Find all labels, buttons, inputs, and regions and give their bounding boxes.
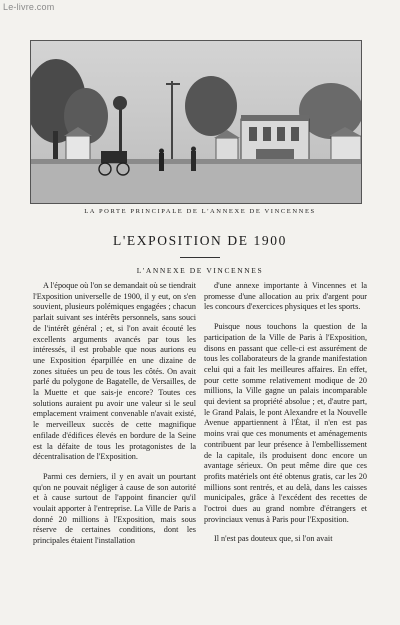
paragraph: Parmi ces derniers, il y en avait un pourtant qu'on ne pouvait négliger à cause de son autorité et à cause surtout de l'appoint financier qu'il voulait apporter à l'entreprise. La Ville de Paris a donné 20 millions à l'Exposition, mais sous réserve de certaines conditions, dont les principales étaient l'installation xyxy=(33,471,196,546)
paragraph: d'une annexe importante à Vincennes et la promesse d'une allocation au prix d'argent pour les concours d'exercices physiques et les sports. xyxy=(204,281,367,312)
text-column-right xyxy=(204,281,367,545)
text-column-left xyxy=(33,281,196,547)
paragraph: Il n'est pas douteux que, si l'on avait xyxy=(214,534,333,544)
paragraph: Puisque nous touchons la question de la participation de la Ville de Paris à l'Exposition, disons en passant que celle-ci est assurément de tous les collaborateurs de la grande manifestation celui qui a fait les meilleures affaires. En effet, pour cette somme relativement modique de 20 millions, la Ville gagne un palais incomparable qui devient sa propriété absolue ; et, d'autre part, le Grand Palais, le pont Alexandre et la Nouvelle Avenue appartiennent à l'État, il n'en est pas moins vrai que ces monuments et aménagements contribuent par leur présence à l'embellissement de la capitale, ils produisent donc encore un avantage sérieux. On peut même dire que ces profits matériels ont été obtenus gratis, car les 20 millions sont rentrés, et au delà, dans les caisses municipales, grâce à l'excédent des recettes de l'octroi dues au grand nombre d'étrangers et provinciaux venus à Paris pour l'Exposition. xyxy=(204,322,367,524)
title-divider xyxy=(180,257,220,258)
article-photo xyxy=(30,40,362,204)
article-title: L'EXPOSITION DE 1900 xyxy=(113,233,287,248)
photo-illustration xyxy=(31,41,361,203)
paragraph: A l'époque où l'on se demandait où se tiendrait l'Exposition universelle de 1900, il y eut, on s'en souvient, plusieurs polémiques engagées ; chacun parlait suivant ses intérêts personnels, sans souci de l'intérêt général ; et, si l'on avait écouté les excellents arguments avancés par tous les intéressés, il est probable que nous aurions eu une Exposition éparpillée en une dizaine de zones situées un peu de tous les côtés. On avait parlé du polygone de Bagatelle, de Versailles, de la Muette et que sais-je encore? Toutes ces solutions auraient pu avoir une valeur si le seul emplacement vraiment convenable n'avait existé, le merveilleux succès de cette magnifique enfilade d'édifices élevés en bordure de la Seine est la défaite de tous les protagonistes de la décentralisation de l'Exposition. xyxy=(33,281,196,462)
photo-caption: LA PORTE PRINCIPALE DE L'ANNEXE DE VINCENNES xyxy=(84,208,316,215)
article-subtitle: L'ANNEXE DE VINCENNES xyxy=(136,266,264,275)
site-watermark: Le-livre.com xyxy=(3,2,55,12)
